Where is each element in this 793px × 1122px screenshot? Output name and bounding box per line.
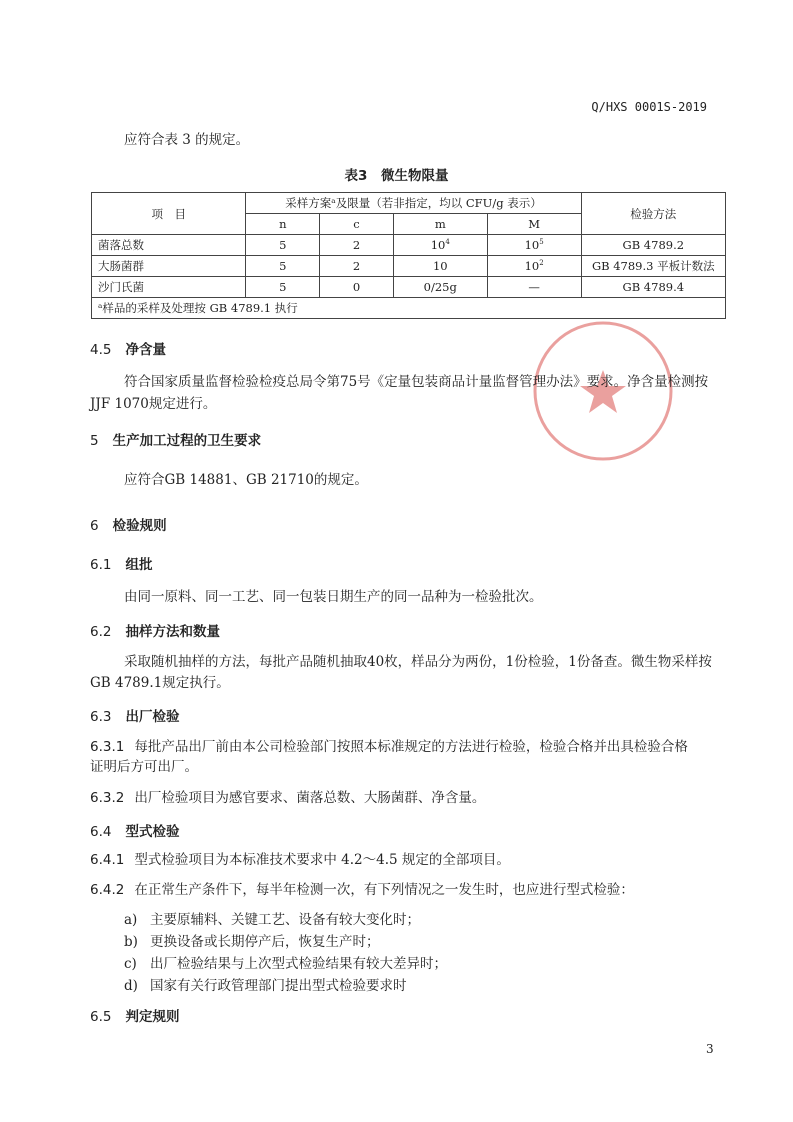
section-6-2-line2: GB 4789.1规定执行。 — [90, 675, 230, 691]
section-4-5-line2: JJF 1070规定进行。 — [90, 396, 217, 412]
row-c: 2 — [320, 256, 394, 277]
sub-header-m: m — [393, 214, 487, 235]
section-6-4-1: 6.4.1 型式检验项目为本标准技术要求中 4.2～4.5 规定的全部项目。 — [90, 852, 510, 868]
section-6-5-heading: 6.5 判定规则 — [90, 1009, 180, 1025]
section-6-1-heading: 6.1 组批 — [90, 557, 153, 573]
col-header-method: 检验方法 — [581, 193, 725, 235]
row-item: 大肠菌群 — [92, 256, 246, 277]
section-5-heading: 5 生产加工过程的卫生要求 — [90, 433, 262, 449]
list-item: b) 更换设备或长期停产后，恢复生产时； — [124, 934, 380, 950]
row-n: 5 — [246, 235, 320, 256]
row-item: 沙门氏菌 — [92, 277, 246, 298]
section-6-1-text: 由同一原料、同一工艺、同一包装日期生产的同一品种为一检验批次。 — [124, 589, 543, 605]
col-header-item: 项 目 — [92, 193, 246, 235]
section-6-3-heading: 6.3 出厂检验 — [90, 709, 180, 725]
row-method: GB 4789.2 — [581, 235, 725, 256]
row-item: 菌落总数 — [92, 235, 246, 256]
row-m: 10 — [393, 256, 487, 277]
list-item: c) 出厂检验结果与上次型式检验结果有较大差异时； — [124, 956, 447, 972]
section-6-heading: 6 检验规则 — [90, 518, 167, 534]
intro-text: 应符合表 3 的规定。 — [124, 132, 250, 148]
row-c: 0 — [320, 277, 394, 298]
row-M: $10^2$ — [487, 256, 581, 277]
section-6-2-line1: 采取随机抽样的方法，每批产品随机抽取40枚，样品分为两份，1份检验，1份备查。微生物采样按 — [124, 654, 712, 670]
microbial-limits-table — [91, 192, 726, 319]
list-item: d) 国家有关行政管理部门提出型式检验要求时 — [124, 978, 407, 994]
section-6-3-1-line1: 6.3.1 每批产品出厂前由本公司检验部门按照本标准规定的方法进行检验，检验合格并出具检验合格 — [90, 739, 688, 755]
standard-code: Q/HXS 0001S-2019 — [591, 100, 707, 114]
section-6-4-heading: 6.4 型式检验 — [90, 824, 180, 840]
table-row — [92, 277, 726, 298]
row-m: $10^4$ — [393, 235, 487, 256]
row-n: 5 — [246, 256, 320, 277]
row-M: $10^5$ — [487, 235, 581, 256]
table-row — [92, 235, 726, 256]
section-6-2-heading: 6.2 抽样方法和数量 — [90, 624, 220, 640]
row-m: 0/25g — [393, 277, 487, 298]
sub-header-c: c — [320, 214, 394, 235]
row-n: 5 — [246, 277, 320, 298]
sub-header-M: M — [487, 214, 581, 235]
col-header-plan: 采样方案ᵃ及限量（若非指定，均以 CFU/g 表示） — [246, 193, 581, 214]
row-method: GB 4789.3 平板计数法 — [581, 256, 725, 277]
row-method: GB 4789.4 — [581, 277, 725, 298]
section-6-4-2: 6.4.2 在正常生产条件下，每半年检测一次，有下列情况之一发生时，也应进行型式检验： — [90, 882, 634, 898]
table-footnote: ᵃ样品的采样及处理按 GB 4789.1 执行 — [92, 298, 726, 319]
page-number: 3 — [706, 1042, 714, 1056]
list-item: a) 主要原辅料、关键工艺、设备有较大变化时； — [124, 912, 420, 928]
table-row — [92, 256, 726, 277]
section-4-5-heading: 4.5 净含量 — [90, 342, 166, 358]
section-5-text: 应符合GB 14881、GB 21710的规定。 — [124, 472, 368, 488]
section-4-5-line1: 符合国家质量监督检验检疫总局令第75号《定量包装商品计量监督管理办法》要求。净含量检测按 — [124, 374, 709, 390]
sub-header-n: n — [246, 214, 320, 235]
row-c: 2 — [320, 235, 394, 256]
table-caption: 表3 微生物限量 — [344, 168, 449, 184]
row-M: — — [487, 277, 581, 298]
section-6-3-1-line2: 证明后方可出厂。 — [90, 759, 198, 775]
section-6-3-2: 6.3.2 出厂检验项目为感官要求、菌落总数、大肠菌群、净含量。 — [90, 790, 486, 806]
